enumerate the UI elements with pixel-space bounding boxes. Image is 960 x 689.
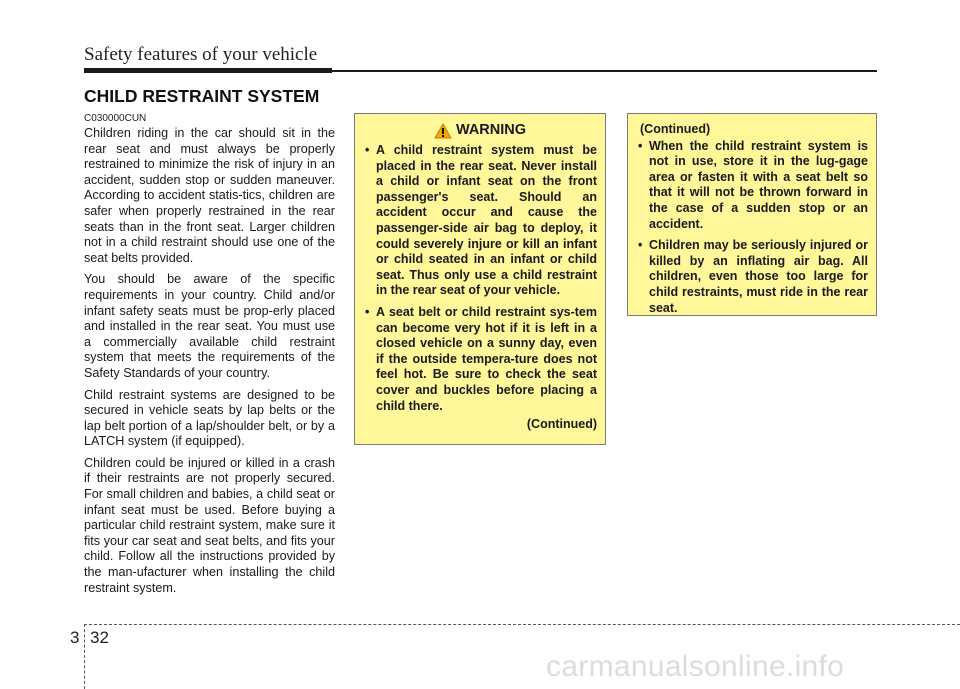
page-chapter: 3 [70,628,80,647]
body-paragraph: You should be aware of the specific requirements in your country. Child and/or infant safety seats must be prop-erly placed and installed in the rear seat. You must use a commercially available child restraint system that meets the requirements of the Safety Standards of your country. [84,272,335,380]
footer-vertical-rule [84,624,85,689]
warning-header [363,123,597,139]
footer-rule [84,624,960,625]
body-paragraph: Children could be injured or killed in a crash if their restraints are not properly secured. For small children and babies, a child seat or infant seat must be used. Before buying a particular child restraint system, make sure it fits your car seat and seat belts, and fits your child. Follow all the instructions provided by the man-ufacturer when installing the child restraint system. [84,455,335,595]
body-paragraph: Children riding in the car should sit in the rear seat and must always be properly restrained to minimize the risk of injury in an accident, sudden stop or sudden maneuver. According to accident statis-tics, children are safer when properly restrained in the rear seats than in the front seat. Larger children not in a child restraint should use one of the seat belts provided. [84,126,335,265]
warning-triangle-icon [434,123,452,139]
warning-box [354,113,606,445]
continued-item: • When the child restraint system is not in use, store it in the lug-gage area or fasten it with a seat belt so that it will not be thrown forward in the case of a sudden stop or an accident. [636,139,868,233]
warning-list [363,143,597,414]
page-number: 32 [90,628,109,647]
header-rule-thick [84,68,332,73]
warning-label: WARNING [455,122,527,139]
section-title: CHILD RESTRAINT SYSTEM [84,86,320,106]
section-code: C030000CUN [84,113,147,124]
body-paragraph: Child restraint systems are designed to be secured in vehicle seats by lap belts or the lap belt portion of a lap/shoulder belt, or by a LATCH system (if equipped). [84,387,335,449]
watermark: carmanualsonline.info [546,650,845,683]
warning-item: • A child restraint system must be placed in the rear seat. Never install a child or infant seat on the front passenger's seat. Should an accident occur and cause the passenger-side air bag to deploy, it could severely injure or kill an infant or child seated in an infant or child seat. Thus only use a child restraint in the rear seat of your vehicle. [363,143,597,299]
continued-box [627,113,877,316]
body-text [84,126,335,602]
continued-top-label: (Continued) [640,122,711,136]
header-rule-thin [332,70,877,72]
header-title: Safety features of your vehicle [84,44,318,65]
warning-item: • A seat belt or child restraint sys-tem can become very hot if it is left in a closed vehicle on a sunny day, even if the outside tempera-ture does not feel hot. Be sure to check the seat cover and buckles before placing a child there. [363,305,597,414]
continued-item: • Children may be seriously injured or killed by an inflating air bag. All children, even those too large for child restraints, must ride in the rear seat. [636,238,868,316]
warning-continued-label: (Continued) [526,417,597,432]
continued-list [636,139,868,317]
